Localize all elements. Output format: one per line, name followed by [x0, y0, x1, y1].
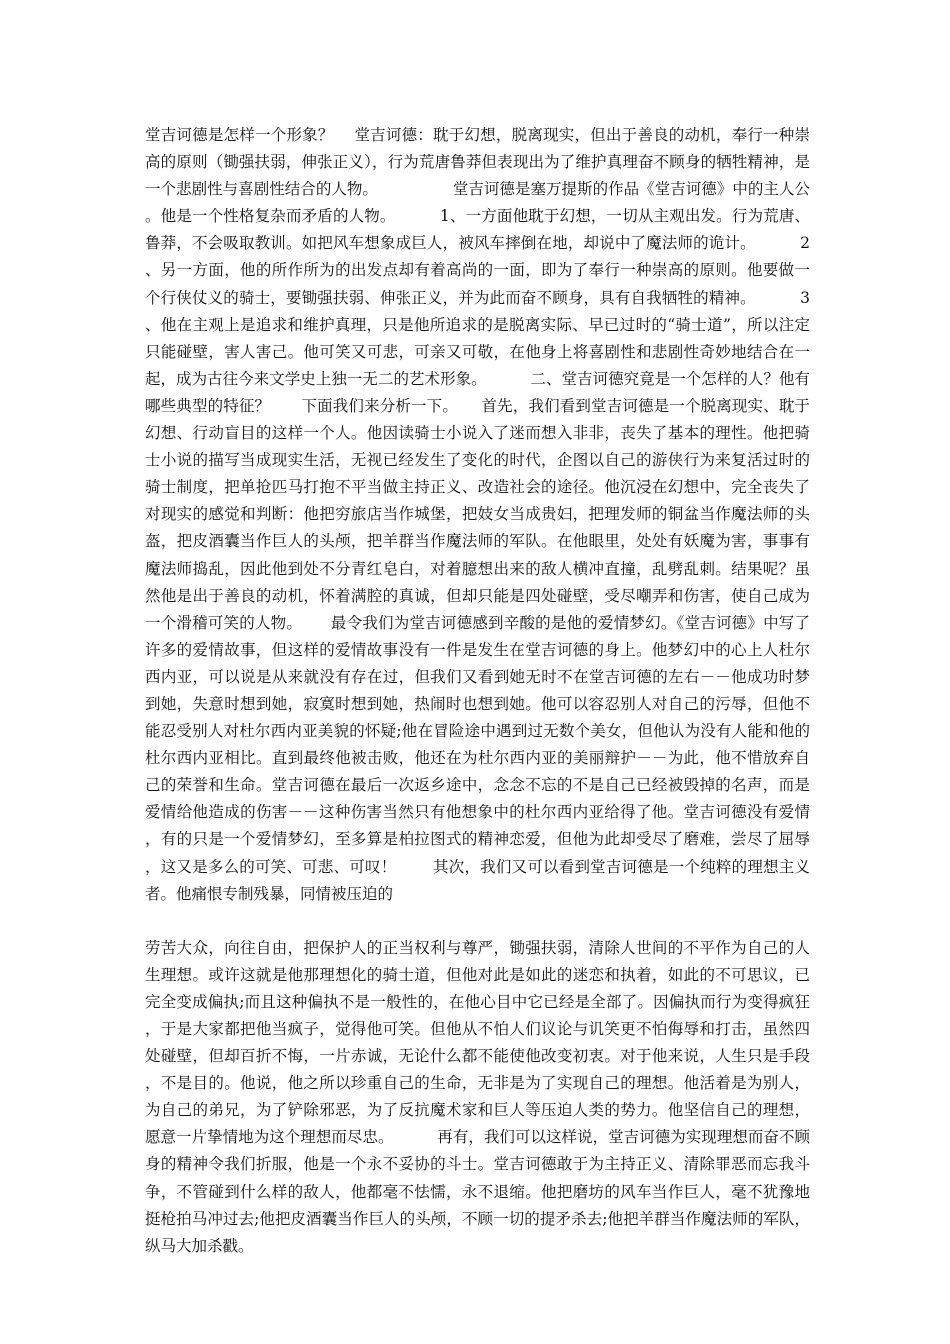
paragraph-1: 堂吉诃德是怎样一个形象？ 堂吉诃德：耽于幻想，脱离现实，但出于善良的动机，奉行一种崇高的原则（锄强扶弱，伸张正义），行为荒唐鲁莽但表现出为了维护真理奋不顾身的牺牲精神，是一个悲剧性与喜剧性结合的人物。 堂吉诃德是塞万提斯的作品《堂吉诃德》中的主人公。他是一个性格复杂而矛盾的人物。 1、一方面他耽于幻想，一切从主观出发。行为荒唐、鲁莽，不会吸取教训。如把风车想象成巨人，被风车摔倒在地，却说中了魔法师的诡计。 2、另一方面，他的所作所为的出发点却有着高尚的一面，即为了奉行一种崇高的原则。他要做一个行侠仗义的骑士，要锄强扶弱、伸张正义，并为此而奋不顾身，具有自我牺牲的精神。 3、他在主观上是追求和维护真理，只是他所追求的是脱离实际、早已过时的“骑士道”，所以注定只能碰壁，害人害己。他可笑又可悲，可亲又可敬，在他身上将喜剧性和悲剧性奇妙地结合在一起，成为古往今来文学史上独一无二的艺术形象。 二、堂吉诃德究竟是一个怎样的人？他有哪些典型的特征？ 下面我们来分析一下。 首先，我们看到堂吉诃德是一个脱离现实、耽于幻想、行动盲目的这样一个人。他因读骑士小说入了迷而想入非非，丧失了基本的理性。他把骑士小说的描写当成现实生活，无视已经发生了变化的时代，企图以自己的游侠行为来复活过时的骑士制度，把单抢匹马打抱不平当做主持正义、改造社会的途径。他沉浸在幻想中，完全丧失了对现实的感觉和判断：他把穷旅店当作城堡，把妓女当成贵妇，把理发师的铜盆当作魔法师的头盔，把皮酒囊当作巨人的头颅，把羊群当作魔法师的军队。在他眼里，处处有妖魔为害，事事有魔法师捣乱，因此他到处不分青红皂白，对着臆想出来的敌人横冲直撞，乱劈乱刺。结果呢？虽然他是出于善良的动机，怀着满腔的真诚，但却只能是四处碰壁，受尽嘲弄和伤害，使自己成为一个滑稽可笑的人物。 最令我们为堂吉诃德感到辛酸的是他的爱情梦幻。《堂吉诃德》中写了许多的爱情故事，但这样的爱情故事没有一件是发生在堂吉诃德的身上。他梦幻中的心上人杜尔西内亚，可以说是从来就没有存在过，但我们又看到她无时不在堂吉诃德的左右－－他成功时梦到她，失意时想到她，寂寞时想到她，热闹时也想到她。他可以容忍别人对自己的污辱，但他不能忍受别人对杜尔西内亚美貌的怀疑;他在冒险途中遇到过无数个美女，但他认为没有人能和他的杜尔西内亚相比。直到最终他被击败，他还在为杜尔西内亚的美丽辩护－－为此，他不惜放弃自己的荣誉和生命。堂吉诃德在最后一次返乡途中，念念不忘的不是自己已经被毁掉的名声，而是爱情给他造成的伤害－－这种伤害当然只有他想象中的杜尔西内亚给得了他。堂吉诃德没有爱情，有的只是一个爱情梦幻，至多算是柏拉图式的精神恋爱，但他为此却受尽了磨难，尝尽了屈辱，这又是多么的可笑、可悲、可叹！ 其次，我们又可以看到堂吉诃德是一个纯粹的理想主义者。他痛恨专制残暴，同情被压迫的	[145, 126, 810, 903]
document-body	[145, 122, 810, 1260]
paragraph-2: 劳苦大众，向往自由，把保护人的正当权利与尊严，锄强扶弱，清除人世间的不平作为自己的人生理想。或许这就是他那理想化的骑士道，但他对此是如此的迷恋和执着，如此的不可思议，已完全变成偏执;而且这种偏执不是一般性的，在他心目中它已经是全部了。因偏执而行为变得疯狂，于是大家都把他当疯子，觉得他可笑。但他从不怕人们议论与讥笑更不怕侮辱和打击，虽然四处碰壁，但却百折不悔，一片赤诚，无论什么都不能使他改变初衷。对于他来说，人生只是手段，不是目的。他说，他之所以珍重自己的生命，无非是为了实现自己的理想。他活着是为别人，为自己的弟兄，为了铲除邪恶，为了反抗魔术家和巨人等压迫人类的势力。他坚信自己的理想，愿意一片挚情地为这个理想而尽忠。 再有，我们可以这样说，堂吉诃德为实现理想而奋不顾身的精神令我们折服，他是一个永不妥协的斗士。堂吉诃德敢于为主持正义、清除罪恶而忘我斗争，不管碰到什么样的敌人，他都毫不怯懦，永不退缩。他把磨坊的风车当作巨人，毫不犹豫地挺枪拍马冲过去;他把皮酒囊当作巨人的头颅，不顾一切的提矛杀去;他把羊群当作魔法师的军队，纵马大加杀戳。	[145, 938, 810, 1255]
